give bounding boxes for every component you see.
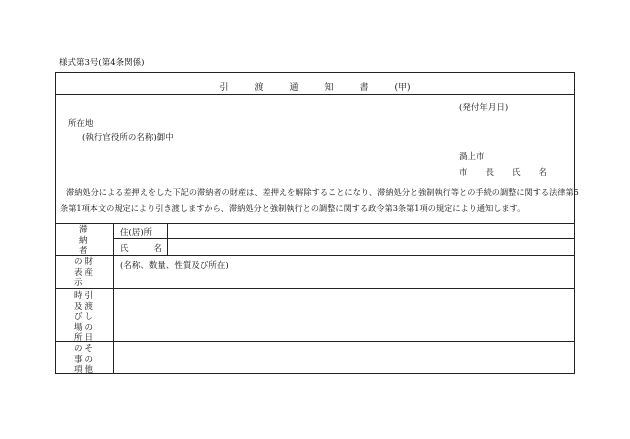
label-char: の xyxy=(74,257,83,267)
label-column xyxy=(74,344,83,376)
title-char: 引 xyxy=(219,83,229,93)
label-column xyxy=(85,291,94,344)
addressee-location: 所在地 xyxy=(68,119,94,129)
label-char: 引 xyxy=(84,291,94,301)
row-divider xyxy=(113,238,575,239)
label-char: の xyxy=(84,354,94,365)
title-char: (甲) xyxy=(394,83,411,93)
label-char: 及 xyxy=(74,301,83,312)
label-char: 名 xyxy=(153,244,162,254)
label-char: の xyxy=(74,344,83,354)
label-char: 示 xyxy=(74,278,83,288)
label-char: の xyxy=(84,322,94,333)
label-char: 場 xyxy=(74,322,83,333)
title-char: 知 xyxy=(324,83,334,93)
label-char: 者 xyxy=(79,246,88,256)
form-reference: 様式第3号(第4条関係) xyxy=(59,58,145,68)
label-char: 事 xyxy=(74,354,83,365)
title-char: 渡 xyxy=(254,83,264,93)
label-char: 財 xyxy=(84,257,94,267)
label-column xyxy=(74,257,83,289)
label-char: 産 xyxy=(84,267,94,278)
label-char: 表 xyxy=(74,267,83,278)
title-char: 通 xyxy=(289,83,299,93)
title-divider xyxy=(55,94,575,95)
row-divider xyxy=(55,255,575,256)
row-divider xyxy=(55,288,575,289)
handover-label xyxy=(74,291,93,344)
label-char: 所 xyxy=(74,333,83,343)
form-title xyxy=(55,80,575,93)
property-label xyxy=(74,257,93,289)
mayor-char: 名 xyxy=(538,168,547,178)
sub-label-divider xyxy=(167,223,168,255)
property-hint: (名称、数量、性質及び所在) xyxy=(120,261,229,271)
body-text-line-1: 滞納処分による差押えをした下記の滞納者の財産は、差押えを解除することになり、滞納処分と強制執行等との手続の調整に関する法律第5 xyxy=(66,187,579,197)
label-char: し xyxy=(84,312,94,322)
addressee-office: (執行官役所の名称)御中 xyxy=(82,133,174,143)
label-char: 納 xyxy=(79,235,88,246)
label-char: 滞 xyxy=(79,225,88,235)
delinquent-label xyxy=(79,225,88,257)
issue-date: (発付年月日) xyxy=(459,103,509,113)
label-char: 渡 xyxy=(84,301,94,312)
row-divider xyxy=(55,341,575,342)
label-char: 時 xyxy=(74,291,83,301)
label-column xyxy=(85,344,94,376)
other-matters-label xyxy=(74,344,93,376)
title-char: 書 xyxy=(359,83,369,93)
label-char: 氏 xyxy=(120,244,129,254)
mayor-char: 氏 xyxy=(511,168,521,178)
label-char: 他 xyxy=(84,365,94,375)
label-char: 日 xyxy=(84,333,94,343)
label-char: び xyxy=(74,312,83,322)
mayor-char: 市 xyxy=(459,168,468,178)
label-column xyxy=(85,257,94,289)
label-column xyxy=(74,291,83,344)
body-text-line-2: 条第1項本文の規定により引き渡しますから、滞納処分と強制執行との調整に関する政令第3条第1項の規定により通知します。 xyxy=(60,203,526,213)
issuer-mayor-name xyxy=(459,166,547,178)
label-column-divider xyxy=(113,223,114,374)
address-label: 住(居)所 xyxy=(120,228,153,238)
mayor-char: 長 xyxy=(485,168,494,178)
name-label xyxy=(120,242,162,254)
label-char: そ xyxy=(84,344,94,354)
issuer-city: 渦上市 xyxy=(459,152,485,162)
label-char: 項 xyxy=(74,365,83,375)
table-top-line xyxy=(55,223,575,224)
